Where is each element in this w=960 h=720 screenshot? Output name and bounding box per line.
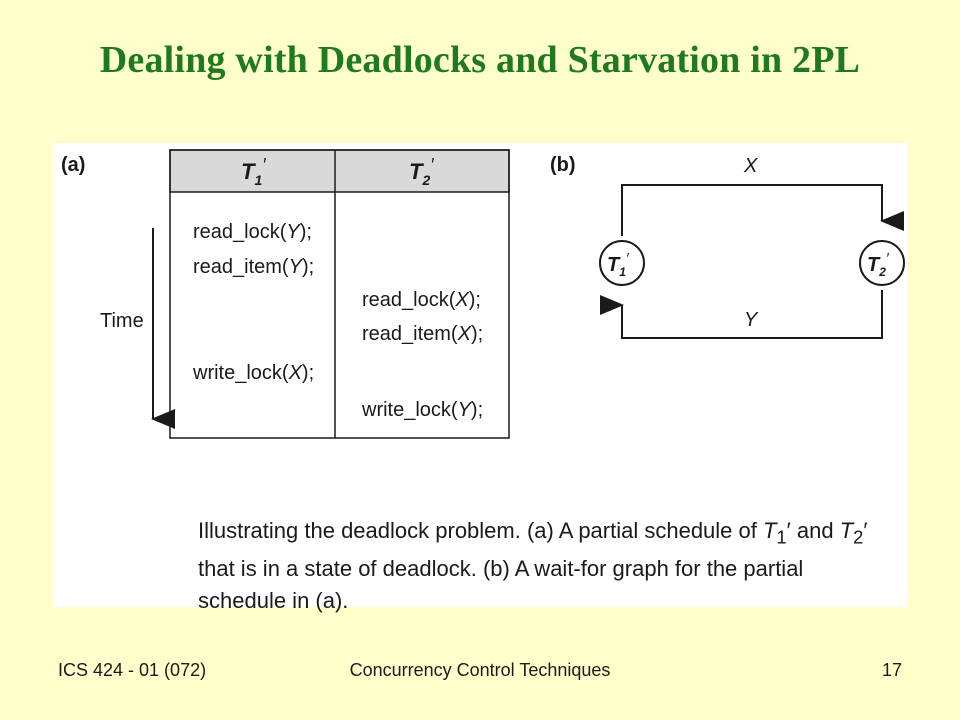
deadlock-figure [53, 143, 907, 614]
node-t2-label: $T_2'$ [867, 250, 889, 279]
header-t2: $T_2'$ [409, 155, 434, 188]
t1-op-read-item: read_item(Y); [193, 256, 315, 278]
panel-a-label: (a) [61, 154, 86, 176]
edge-x-path [622, 185, 882, 236]
node-t1-label: $T_1'$ [607, 250, 629, 279]
header-t1: $T_1'$ [241, 155, 266, 188]
t2-op-read-item: read_item(X); [362, 323, 484, 345]
panel-b-label: (b) [550, 154, 576, 176]
footer-slide-number: 17 [881, 660, 902, 680]
footer-course: ICS 424 - 01 (072) [58, 660, 207, 680]
t1-op-read-lock: read_lock(Y); [193, 221, 312, 243]
edge-x-label: X [744, 155, 758, 177]
footer-topic: Concurrency Control Techniques [349, 660, 611, 680]
schedule-header-row [170, 150, 509, 192]
t1-op-write-lock: write_lock(X); [193, 362, 315, 384]
t2-op-read-lock: read_lock(X); [362, 289, 481, 311]
figure-caption: Illustrating the deadlock problem. (a) A partial schedule of $T_1'$ and $T_2'$ that is in a state of deadlock. (b) A wait-for graph for the partial schedule in (a). [198, 518, 868, 614]
edge-y-label: Y [744, 309, 758, 331]
t2-op-write-lock: write_lock(Y); [362, 399, 484, 421]
slide-title: Dealing with Deadlocks and Starvation in 2PL [99, 39, 861, 81]
time-label: Time [100, 310, 144, 332]
